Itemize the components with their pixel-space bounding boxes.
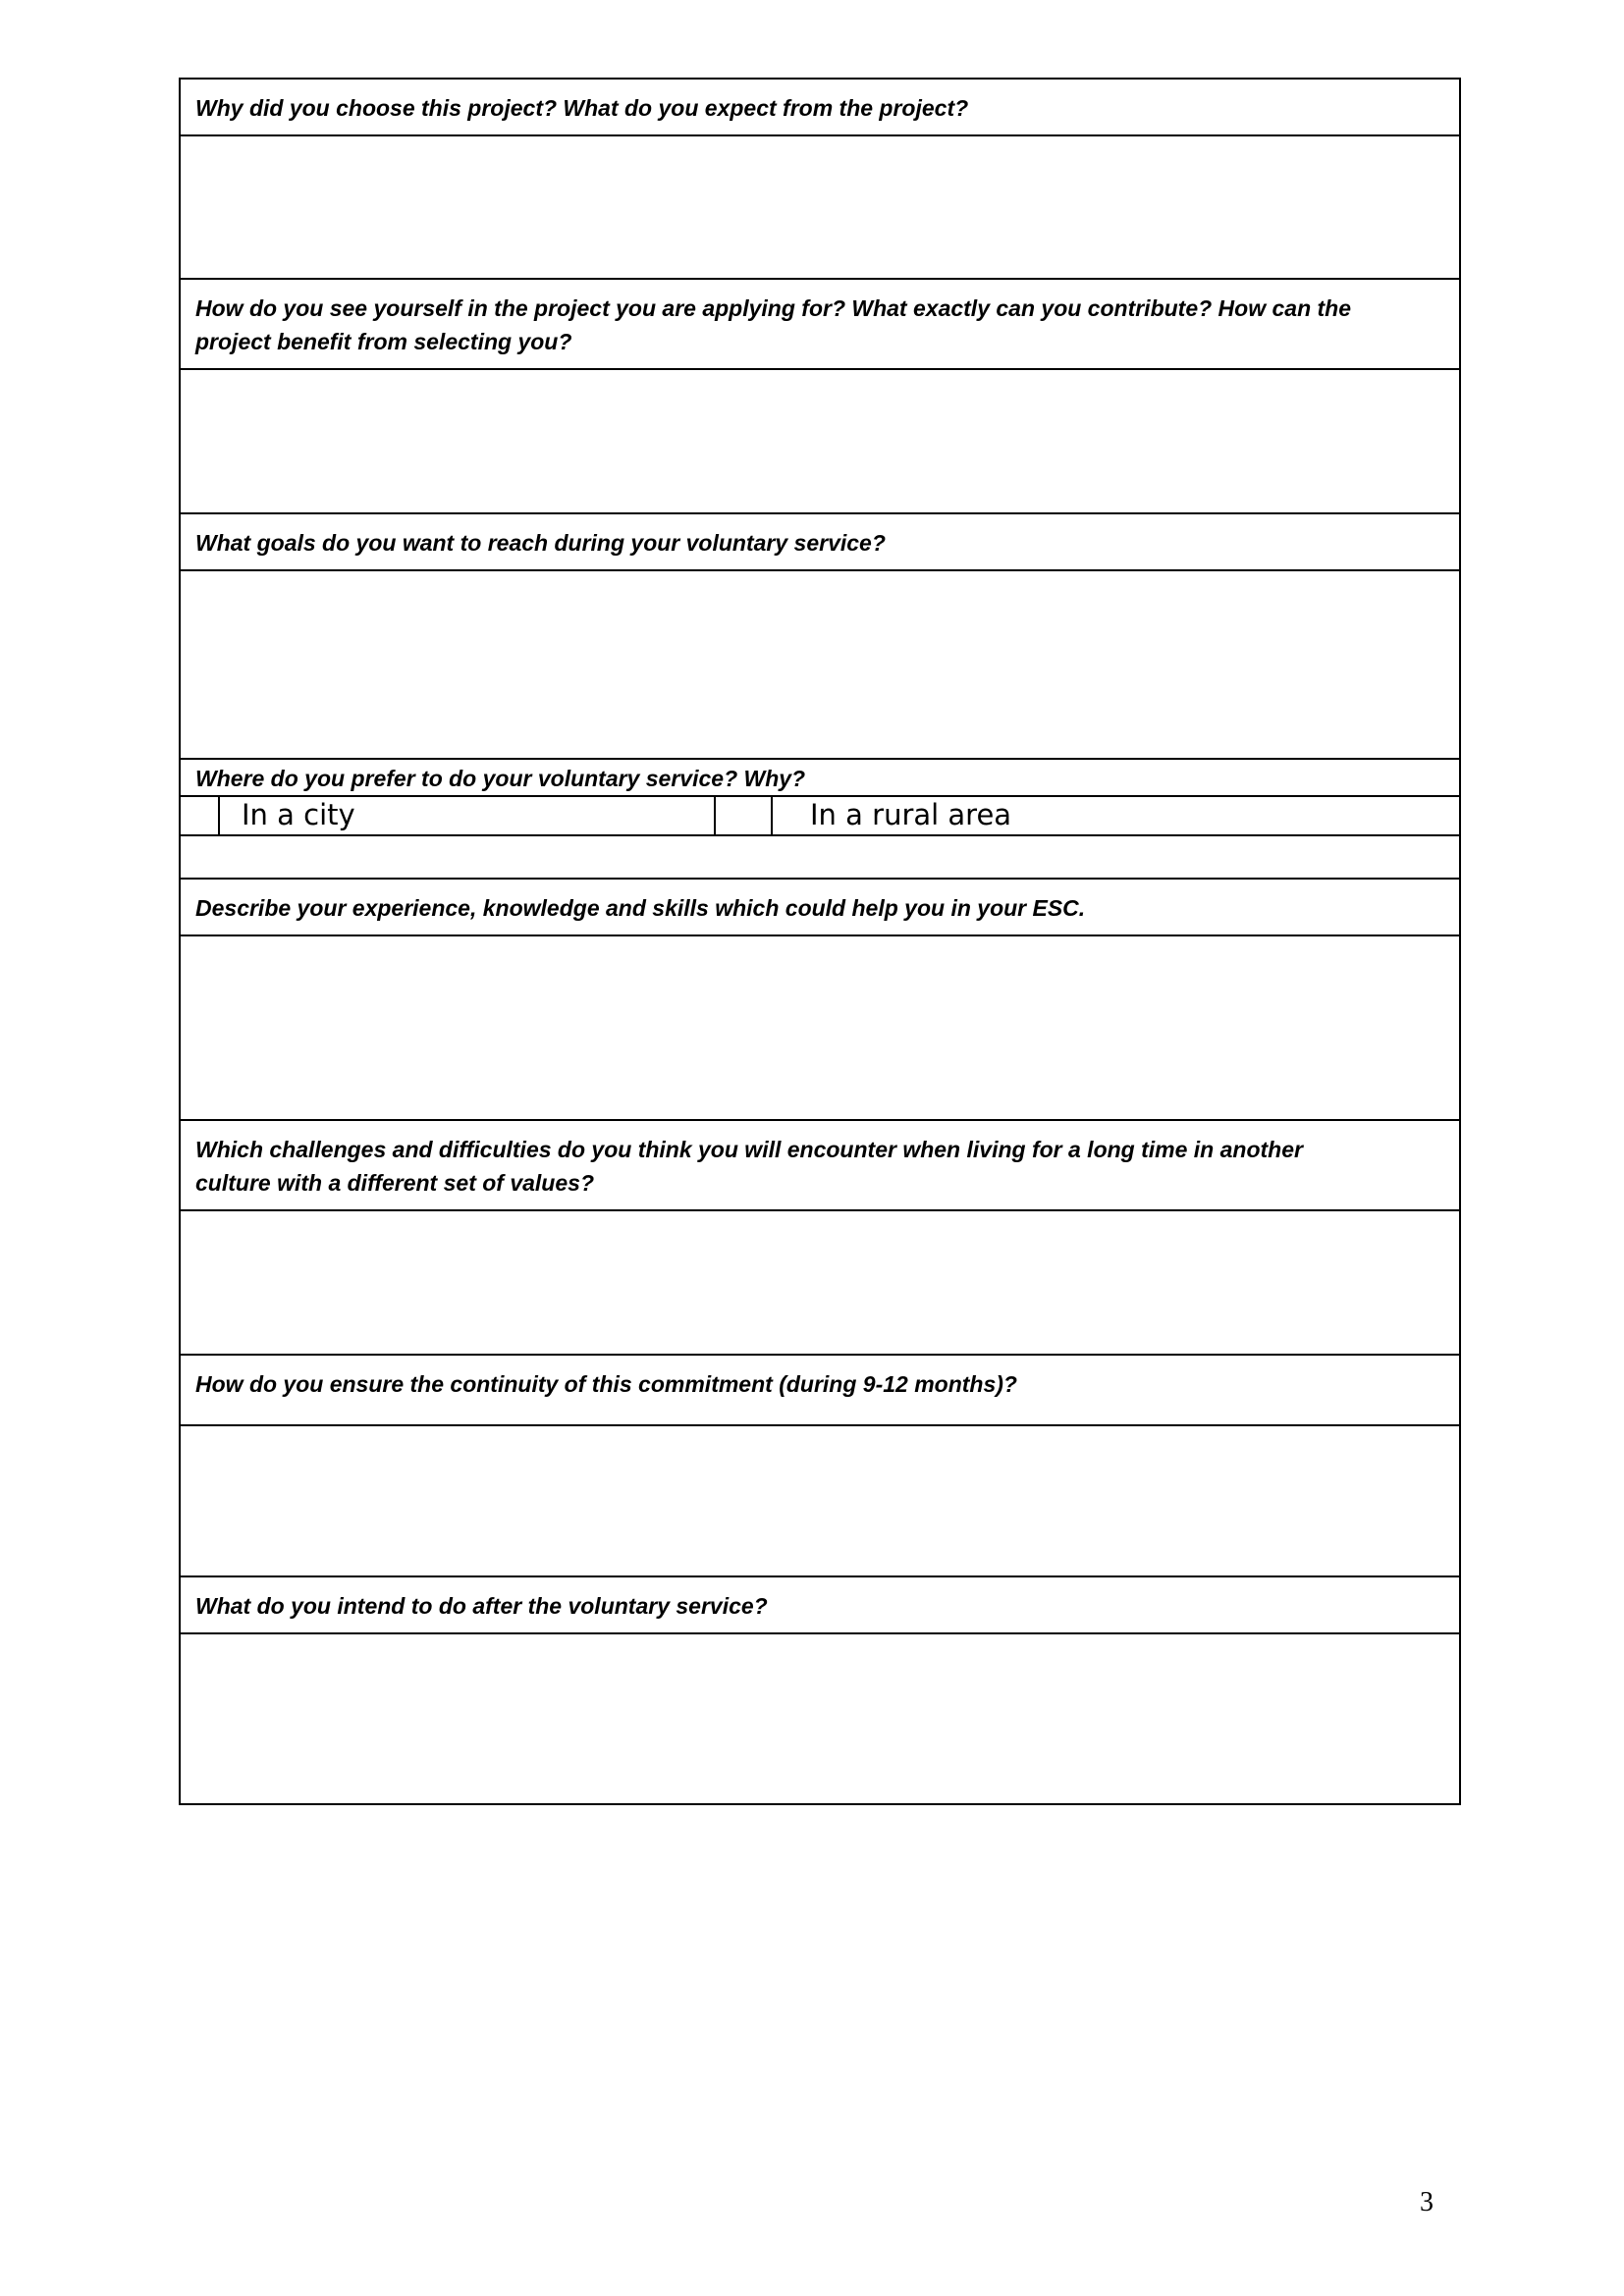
city-option-label: In a city xyxy=(219,796,715,835)
question-text: Where do you prefer to do your voluntary service? Why? xyxy=(195,766,806,791)
question-where-prefer xyxy=(180,759,1460,796)
question-text: How do you ensure the continuity of this commitment (during 9-12 months)? xyxy=(195,1371,1017,1397)
city-checkbox[interactable] xyxy=(180,796,219,835)
question-experience-skills xyxy=(180,879,1460,935)
rural-area-option-label: In a rural area xyxy=(772,796,1460,835)
question-text: Which challenges and difficulties do you think you will encounter when living for a long time in another xyxy=(195,1137,1303,1162)
answer-field-see-yourself[interactable] xyxy=(180,369,1460,513)
question-text: How do you see yourself in the project you are applying for? What exactly can you contribute? How can the xyxy=(195,295,1352,321)
question-text: Describe your experience, knowledge and skills which could help you in your ESC. xyxy=(195,895,1086,921)
answer-field-goals[interactable] xyxy=(180,570,1460,759)
question-text: What do you intend to do after the voluntary service? xyxy=(195,1593,768,1619)
question-after-service xyxy=(180,1576,1460,1633)
answer-field-where-prefer[interactable] xyxy=(180,835,1460,879)
answer-field-why-this-project[interactable] xyxy=(180,135,1460,279)
answer-field-experience-skills[interactable] xyxy=(180,935,1460,1120)
rural-area-checkbox[interactable] xyxy=(715,796,772,835)
question-challenges xyxy=(180,1120,1460,1210)
question-goals xyxy=(180,513,1460,570)
question-text: Why did you choose this project? What do you expect from the project? xyxy=(195,95,969,121)
question-text: What goals do you want to reach during your voluntary service? xyxy=(195,530,886,556)
application-form-table xyxy=(179,78,1461,1805)
question-see-yourself xyxy=(180,279,1460,369)
page-number: 3 xyxy=(1420,2187,1434,2217)
question-text: project benefit from selecting you? xyxy=(195,329,572,354)
question-continuity xyxy=(180,1355,1460,1425)
question-why-this-project xyxy=(180,79,1460,135)
answer-field-continuity[interactable] xyxy=(180,1425,1460,1576)
answer-field-challenges[interactable] xyxy=(180,1210,1460,1355)
question-text: culture with a different set of values? xyxy=(195,1170,594,1196)
answer-field-after-service[interactable] xyxy=(180,1633,1460,1804)
